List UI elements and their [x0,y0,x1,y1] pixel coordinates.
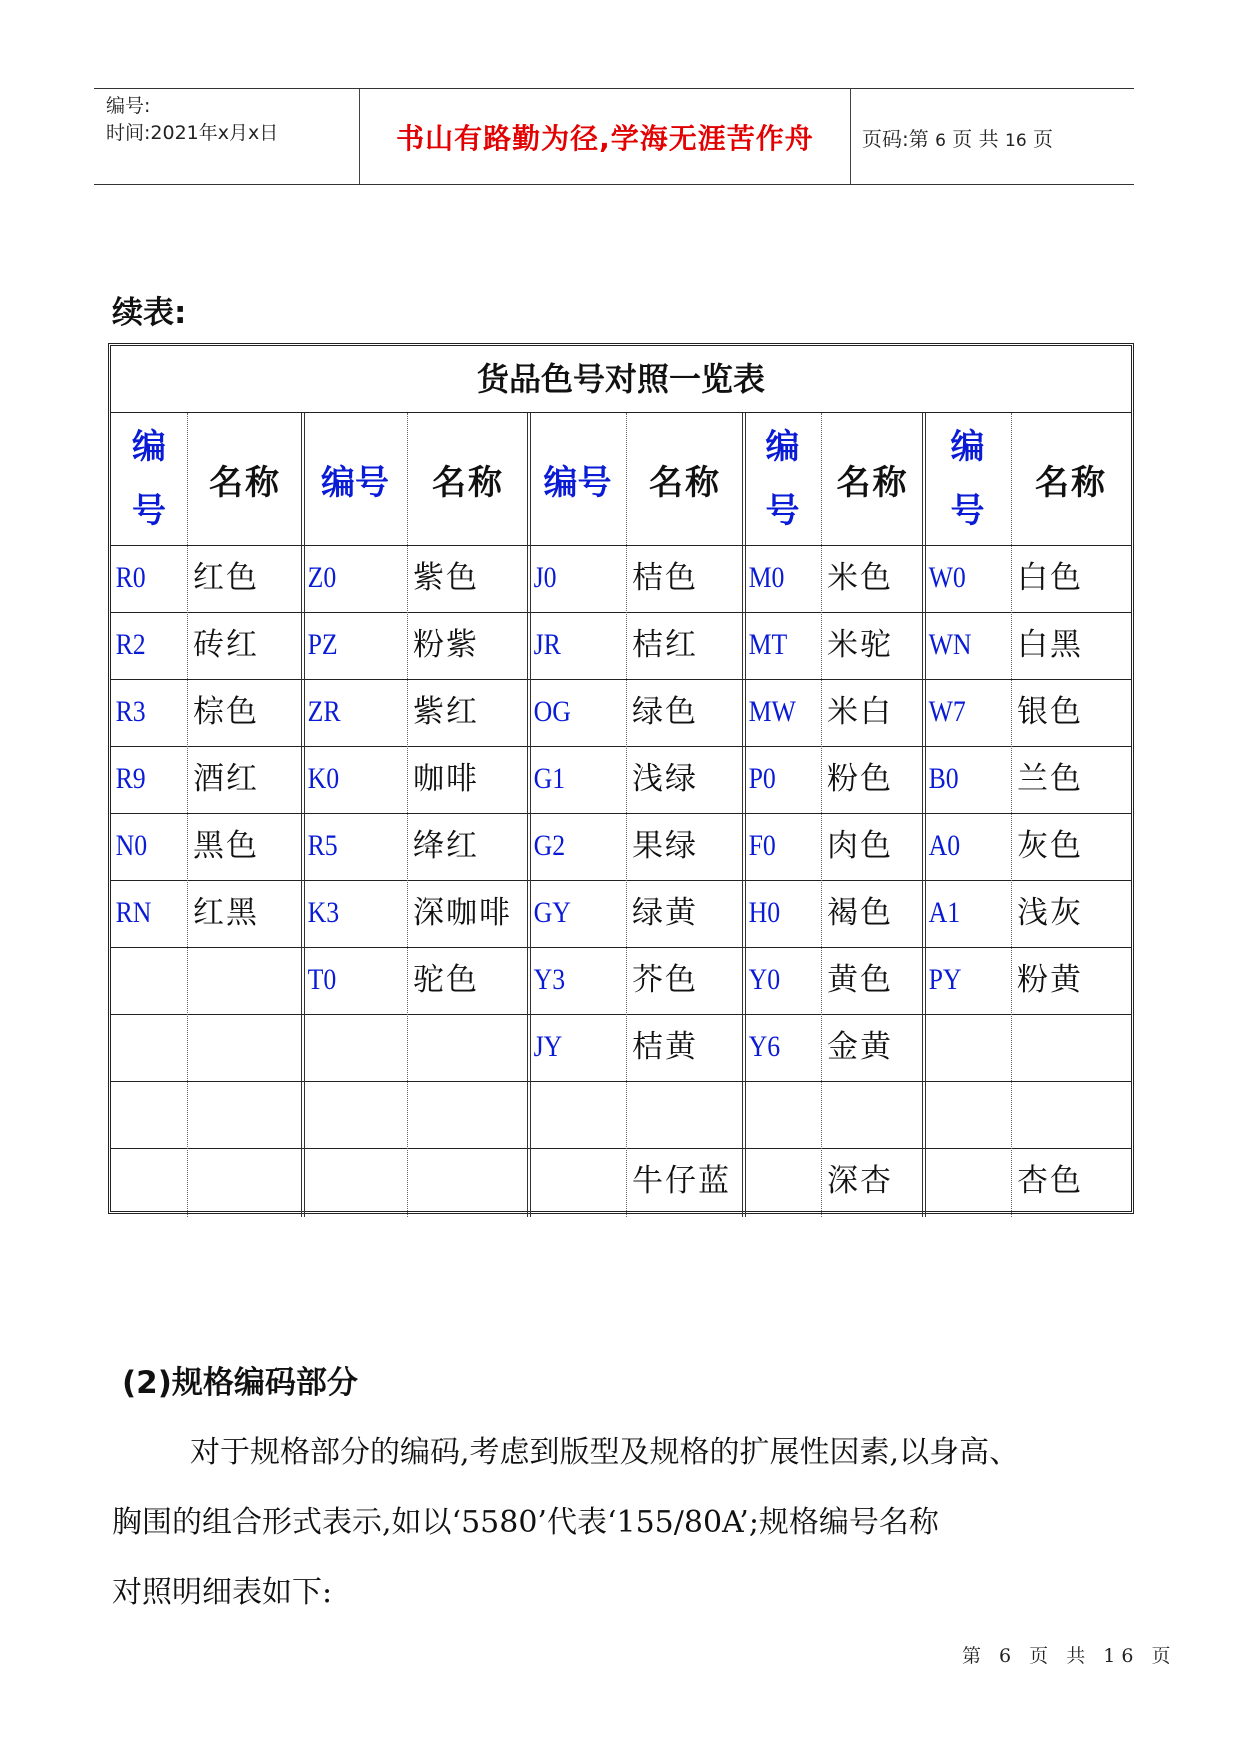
code-column-header [744,413,821,545]
name-column-header: 名称 [432,462,504,503]
color-name-cell: 砖红 [193,627,259,663]
color-code-cell: RN [115,896,152,929]
section-title [122,1357,358,1402]
color-name-cell: 牛仔蓝 [632,1163,731,1199]
color-name-cell [189,1148,299,1214]
color-code-cell: K0 [307,762,340,795]
color-name-cell: 绿黄 [632,895,698,931]
color-code-cell [926,1081,997,1147]
color-code-cell: K3 [307,896,340,929]
color-code-cell: W0 [928,561,966,594]
color-name-cell [628,1081,740,1147]
color-name-cell: 酒红 [193,761,259,797]
code-header-char: 编 [765,427,800,467]
color-name-cell [823,1081,920,1147]
color-code-cell [113,1014,175,1080]
color-code-cell: PZ [307,628,338,661]
color-code-cell: MW [748,695,796,728]
section-title-text: 规格编码部分 [171,1365,358,1401]
color-code-cell [531,1148,611,1214]
color-name-cell: 桔黄 [632,1029,698,1065]
color-name-cell: 红黑 [193,895,259,931]
color-name-cell: 灰色 [1017,828,1083,864]
color-code-cell [113,1081,175,1147]
color-name-cell: 紫红 [413,694,479,730]
color-name-cell: 浅绿 [632,761,698,797]
color-code-cell: Y0 [748,963,781,996]
color-name-cell: 白黑 [1017,627,1083,663]
section-number: (2) [122,1365,172,1401]
color-name-cell [189,1014,299,1080]
color-name-cell: 棕色 [193,694,259,730]
color-code-table [108,343,1134,1214]
code-column-header [111,413,187,545]
color-code-cell: F0 [748,829,776,862]
color-name-cell: 兰色 [1017,761,1083,797]
color-name-cell: 粉色 [827,761,893,797]
color-name-cell: 黄色 [827,962,893,998]
code-header-char: 编 [950,427,985,467]
table-column-rule [821,413,822,1217]
color-name-cell [1013,1014,1127,1080]
code-header-char: 编 [132,427,166,467]
name-column-header: 名称 [649,462,721,503]
color-name-cell: 肉色 [827,828,893,864]
color-code-cell: T0 [307,963,337,996]
page-footer: 第 6 页 共 16 页 [962,1645,1177,1667]
code-header-char: 号 [765,491,800,531]
color-name-cell: 紫色 [413,560,479,596]
color-name-cell: 米白 [827,694,893,730]
table-title: 货品色号对照一览表 [111,346,1131,413]
color-code-cell [305,1014,391,1080]
color-code-cell [531,1081,611,1147]
color-code-cell: Y3 [533,963,566,996]
color-name-cell: 金黄 [827,1029,893,1065]
color-name-cell: 粉黄 [1017,962,1083,998]
header-page-info [862,123,1132,152]
color-name-cell: 粉紫 [413,627,479,663]
color-code-cell: J0 [533,561,557,594]
color-code-cell: JR [533,628,561,661]
color-code-cell: MT [748,628,788,661]
color-name-cell [1013,1081,1127,1147]
color-name-cell: 果绿 [632,828,698,864]
color-name-cell: 驼色 [413,962,479,998]
color-code-cell: JY [533,1030,563,1063]
paragraph-line: 胸围的组合形式表示,如以‘5580’代表‘155/80A’;规格编号名称 [112,1505,939,1540]
color-code-cell: H0 [748,896,781,929]
color-name-cell: 黑色 [193,828,259,864]
color-code-cell: R9 [115,762,146,795]
color-code-cell: P0 [748,762,776,795]
paragraph-line: 对于规格部分的编码,考虑到版型及规格的扩展性因素,以身高、 [190,1435,1020,1470]
color-name-cell: 红色 [193,560,259,596]
color-code-cell: R0 [115,561,146,594]
color-name-cell: 米驼 [827,627,893,663]
color-name-cell: 深咖啡 [413,895,512,931]
paragraph-line: 对照明细表如下: [112,1575,333,1610]
color-name-cell: 桔红 [632,627,698,663]
color-code-cell: A1 [928,896,961,929]
color-name-cell: 咖啡 [413,761,479,797]
color-code-cell [746,1081,809,1147]
color-code-cell: Y6 [748,1030,781,1063]
color-code-cell: W7 [928,695,966,728]
table-column-rule [407,413,408,1217]
section-paragraph [112,1418,1132,1628]
color-code-cell: R5 [307,829,338,862]
color-name-cell [409,1014,525,1080]
color-code-cell [746,1148,809,1214]
table-column-rule [187,413,188,1217]
color-code-cell [305,1081,391,1147]
name-column-header: 名称 [209,462,281,503]
table-column-rule [626,413,627,1217]
color-code-cell: A0 [928,829,961,862]
color-name-cell: 杏色 [1017,1163,1083,1199]
color-name-cell: 白色 [1017,560,1083,596]
code-header-char: 号 [950,491,985,531]
color-name-cell [409,1081,525,1147]
color-code-cell: N0 [115,829,148,862]
color-code-cell [113,947,175,1013]
color-code-cell: ZR [307,695,341,728]
color-code-cell [305,1148,391,1214]
page-total: 16 [1005,131,1027,151]
color-code-cell [113,1148,175,1214]
header-number-label: 编号: [106,95,151,117]
header-motto: 书山有路勤为径,学海无涯苦作舟 [396,122,814,155]
color-code-cell: G2 [533,829,566,862]
color-name-cell [189,947,299,1013]
color-code-cell: M0 [748,561,785,594]
color-name-cell: 浅灰 [1017,895,1083,931]
color-code-cell: WN [928,628,972,661]
color-code-cell: R2 [115,628,146,661]
color-name-cell: 褐色 [827,895,893,931]
color-name-cell: 深杏 [827,1163,893,1199]
code-column-header: 编号 [321,462,389,503]
color-name-cell [409,1148,525,1214]
name-column-header: 名称 [836,462,909,503]
table-column-rule [1011,413,1012,1217]
color-code-cell: R3 [115,695,146,728]
color-code-cell: OG [533,695,571,728]
page-prefix: 页码:第 [862,127,929,151]
continuation-label: 续表: [112,295,187,331]
color-code-cell: GY [533,896,571,929]
code-column-header [924,413,1011,545]
page-mid: 页 共 [952,127,999,151]
code-column-header: 编号 [543,462,612,503]
code-header-char: 号 [132,491,166,531]
color-name-cell: 芥色 [632,962,698,998]
color-code-cell: G1 [533,762,566,795]
color-code-cell: Z0 [307,561,337,594]
color-name-cell: 绛红 [413,828,479,864]
color-code-cell [926,1014,997,1080]
page-number: 6 [935,131,946,151]
color-code-cell [926,1148,997,1214]
color-name-cell [189,1081,299,1147]
color-code-cell: B0 [928,762,959,795]
page-suffix: 页 [1033,127,1054,151]
color-name-cell: 银色 [1017,694,1083,730]
header-divider [850,89,851,184]
name-column-header: 名称 [1035,462,1107,503]
header-time-label: 时间:2021年x月x日 [106,122,279,144]
color-code-cell: PY [928,963,962,996]
color-name-cell: 绿色 [632,694,698,730]
page-header [94,88,1134,185]
color-name-cell: 桔色 [632,560,698,596]
color-name-cell: 米色 [827,560,893,596]
